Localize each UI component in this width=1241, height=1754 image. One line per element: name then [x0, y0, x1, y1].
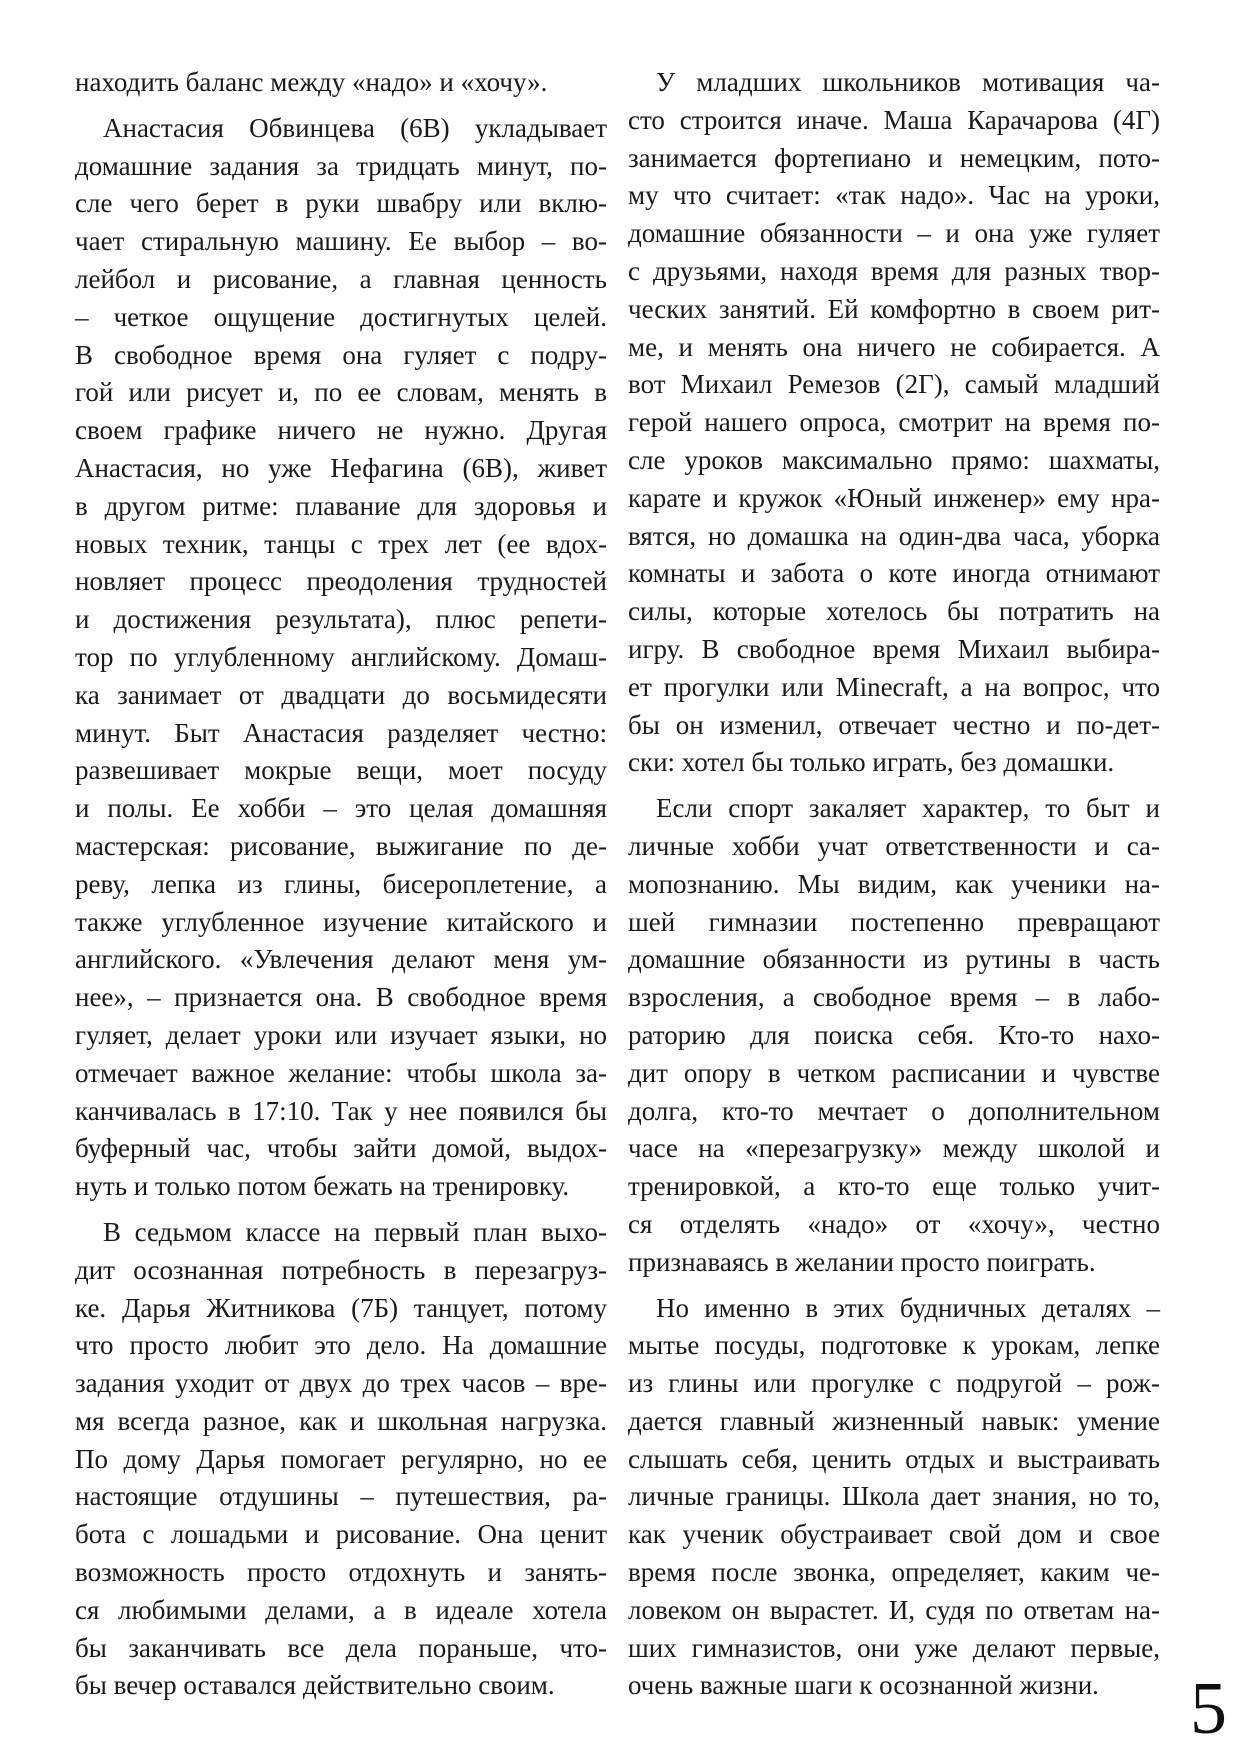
text-line: отмечает важное желание: чтобы школа за-: [75, 1057, 607, 1088]
text-line: мастерская: рисование, выжигание по де-: [75, 830, 607, 861]
text-line: также углубленное изучение китайского и: [75, 906, 607, 937]
text-line: карате и кружок «Юный инженер» ему нра-: [628, 482, 1160, 513]
text-line: дит осознанная потребность в перезагруз-: [75, 1254, 607, 1285]
text-line: ших гимназистов, они уже делают первые,: [628, 1632, 1160, 1663]
text-line: ски: хотел бы только играть, без домашки.: [628, 747, 1115, 778]
text-line: ся отделять «надо» от «хочу», честно: [628, 1208, 1160, 1239]
text-line: гуляет, делает уроки или изучает языки, но: [75, 1019, 607, 1050]
text-line: ловеком он вырастет. И, судя по ответам на-: [628, 1594, 1160, 1625]
text-line: Но именно в этих будничных деталях –: [656, 1292, 1160, 1323]
text-line: чает стиральную машину. Ее выбор – во-: [75, 226, 607, 257]
text-line: находить баланс между «надо» и «хочу».: [75, 67, 548, 97]
text-line: ет прогулки или Minecraft, а на вопрос, что: [628, 671, 1160, 702]
text-line: признаваясь в желании просто поиграть.: [628, 1246, 1096, 1277]
text-line: раторию для поиска себя. Кто-то нахо-: [628, 1019, 1160, 1050]
text-line: домашние обязанности – и она уже гуляет: [628, 218, 1160, 249]
text-line: время после звонка, определяет, каким че-: [628, 1557, 1160, 1588]
text-line: По дому Дарья помогает регулярно, но ее: [75, 1443, 607, 1474]
text-line: бота с лошадьми и рисование. Она ценит: [75, 1519, 607, 1550]
text-line: ся любимыми делами, а в идеале хотела: [75, 1594, 607, 1625]
text-line: вятся, но домашка на один-два часа, уборка: [628, 520, 1160, 551]
text-line: личные границы. Школа дает знания, но то,: [628, 1481, 1160, 1512]
text-line: мытье посуды, подготовке к урокам, лепке: [628, 1330, 1160, 1361]
text-line: сто строится иначе. Маша Карачарова (4Г): [628, 104, 1160, 135]
text-line: У младших школьников мотивация ча-: [656, 67, 1160, 97]
text-line: мопознанию. Мы видим, как ученики на-: [628, 868, 1160, 899]
text-line: минут. Быт Анастасия разделяет честно:: [75, 717, 607, 748]
text-line: своем графике ничего не нужно. Другая: [75, 415, 607, 446]
text-line: бы заканчивать все дела пораньше, что-: [75, 1632, 607, 1663]
paragraph-gap: [628, 1282, 1160, 1290]
paragraph: [628, 1290, 1160, 1706]
text-line: тор по углубленному английскому. Домаш-: [75, 641, 607, 672]
text-line: долга, кто-то мечтает о дополнительном: [628, 1095, 1160, 1126]
text-line: домашние задания за тридцать минут, по-: [75, 150, 607, 181]
text-line: шей гимназии постепенно превращают: [628, 906, 1160, 937]
text-line: задания уходит от двух до трех часов – вре-: [75, 1368, 607, 1399]
text-line: лейбол и рисование, а главная ценность: [75, 263, 607, 294]
text-line: В седьмом классе на первый план выхо-: [103, 1216, 607, 1247]
text-line: гой или рисует и, по ее словам, менять в: [75, 377, 607, 408]
text-line: бы он изменил, отвечает честно и по-дет-: [628, 709, 1160, 740]
text-line: что просто любит это дело. На домашние: [75, 1330, 607, 1361]
text-line: новых техник, танцы с трех лет (ее вдох-: [75, 528, 607, 559]
text-line: личные хобби учат ответственности и са-: [628, 830, 1160, 861]
paragraph-gap: [628, 782, 1160, 790]
paragraph: [75, 64, 607, 102]
page-number: 5: [1190, 1668, 1227, 1750]
text-line: Анастасия, но уже Нефагина (6В), живет: [75, 452, 607, 483]
paragraph-gap: [75, 1206, 607, 1214]
text-line: тренировкой, а кто-то еще только учит-: [628, 1171, 1160, 1202]
text-line: домашние обязанности из рутины в часть: [628, 944, 1160, 975]
text-line: как ученик обустраивает свой дом и свое: [628, 1519, 1160, 1550]
text-line: сле чего берет в руки швабру или вклю-: [75, 188, 607, 219]
text-line: и достижения результата), плюс репети-: [75, 604, 607, 635]
text-line: мя всегда разное, как и школьная нагрузка.: [75, 1405, 607, 1436]
paragraph: [628, 790, 1160, 1281]
text-line: герой нашего опроса, смотрит на время по-: [628, 407, 1160, 438]
text-line: ке. Дарья Житникова (7Б) танцует, потому: [75, 1292, 607, 1323]
text-line: и полы. Ее хобби – это целая домашняя: [75, 793, 607, 824]
text-line: английского. «Увлечения делают меня ум-: [75, 944, 607, 975]
text-line: настоящие отдушины – путешествия, ра-: [75, 1481, 607, 1512]
text-line: бы вечер оставался действительно своим.: [75, 1670, 555, 1701]
text-line: му что считает: «так надо». Час на уроки,: [628, 180, 1160, 211]
text-line: Если спорт закаляет характер, то быт и: [656, 793, 1160, 824]
text-line: канчивалась в 17:10. Так у нее появился бы: [75, 1095, 607, 1126]
text-line: дается главный жизненный навык: умение: [628, 1405, 1160, 1436]
paragraph-gap: [75, 102, 607, 110]
text-line: новляет процесс преодоления трудностей: [75, 566, 607, 597]
left-text-column: [75, 64, 607, 1705]
text-line: игру. В свободное время Михаил выбира-: [628, 633, 1160, 664]
text-line: дит опору в четком расписании и чувстве: [628, 1057, 1160, 1088]
paragraph: [75, 110, 607, 1206]
text-line: взросления, а свободное время – в лабо-: [628, 982, 1160, 1013]
text-line: часе на «перезагрузку» между школой и: [628, 1133, 1160, 1164]
text-line: комнаты и забота о коте иногда отнимают: [628, 558, 1160, 589]
text-line: буферный час, чтобы зайти домой, выдох-: [75, 1133, 607, 1164]
text-line: ческих занятий. Ей комфортно в своем рит-: [628, 293, 1160, 324]
text-line: с друзьями, находя время для разных твор-: [628, 255, 1160, 286]
text-line: возможность просто отдохнуть и занять-: [75, 1557, 607, 1588]
text-line: ка занимает от двадцати до восьмидесяти: [75, 679, 607, 710]
text-line: нее», – признается она. В свободное время: [75, 982, 607, 1013]
text-line: ме, и менять она ничего не собирается. А: [628, 331, 1160, 362]
text-line: слышать себя, ценить отдых и выстраивать: [628, 1443, 1160, 1474]
text-line: из глины или прогулке с подругой – рож-: [628, 1368, 1160, 1399]
text-line: в другом ритме: плавание для здоровья и: [75, 490, 607, 521]
text-line: реву, лепка из глины, бисероплетение, а: [75, 868, 607, 899]
text-line: силы, которые хотелось бы потратить на: [628, 596, 1160, 627]
text-line: очень важные шаги к осознанной жизни.: [628, 1670, 1099, 1701]
text-line: вот Михаил Ремезов (2Г), самый младший: [628, 369, 1160, 400]
text-line: сле уроков максимально прямо: шахматы,: [628, 444, 1160, 475]
text-line: нуть и только потом бежать на тренировку.: [75, 1171, 570, 1202]
text-line: Анастасия Обвинцева (6В) укладывает: [103, 112, 607, 143]
paragraph: [75, 1214, 607, 1705]
text-line: развешивает мокрые вещи, моет посуду: [75, 755, 607, 786]
text-line: – четкое ощущение достигнутых целей.: [75, 301, 607, 332]
text-line: В свободное время она гуляет с подру-: [75, 339, 607, 370]
paragraph: [628, 64, 1160, 782]
text-line: занимается фортепиано и немецким, пото-: [628, 142, 1160, 173]
right-text-column: [628, 64, 1160, 1705]
